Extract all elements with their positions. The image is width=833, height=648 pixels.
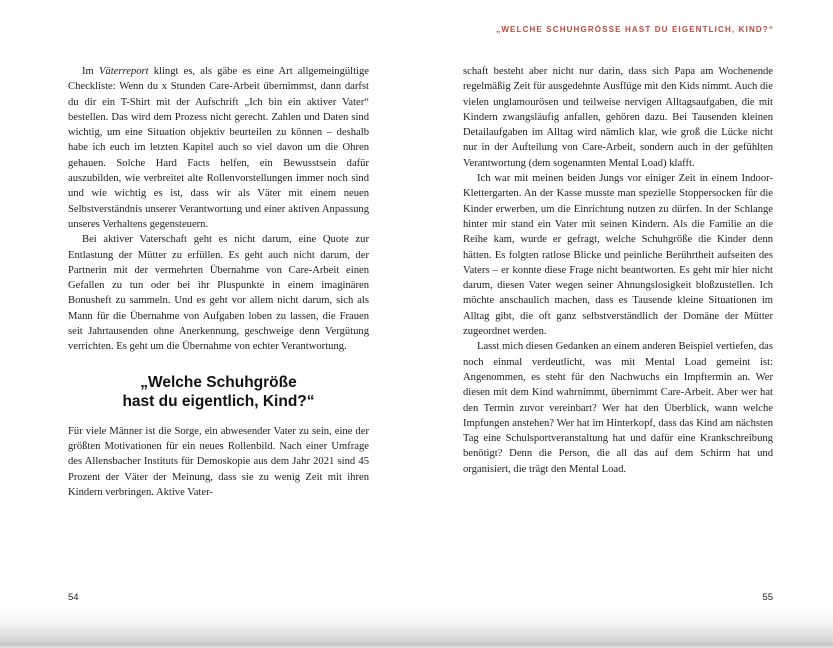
section-heading [68, 373, 369, 411]
paragraph: Lasst mich diesen Gedanken an einem anderen Beispiel vertiefen, das noch einmal verdeutlicht, was mit Mental Load gemeint ist: Angenommen, es steht für den Nachwuchs ein Impftermin an. Wer diesen mit dem Kind wahrnimmt, übernimmt Care-Arbeit. Aber wer hat den Termin zuvor vereinbart? Wer hat den Überblick, wann welche Impfungen anstehen? Wer hat im Hinterkopf, dass das Kind am nächsten Tag eine Schulsportveranstaltung hat und dafür eine Krankschreibung benötigt? Denn die Person, die all das auf dem Schirm hat und organisiert, die trägt den Mental Load. [463, 341, 773, 475]
page-bottom-shadow [0, 608, 833, 648]
heading-line: „Welche Schuhgröße [140, 373, 297, 391]
paragraph-text: klingt es, als gäbe es eine Art allgemeingültige Checkliste: Wenn du x Stunden Care-Arbeit übernimmst, dann darfst du dir ein T-Shirt mit der Aufschrift „Ich bin ein aktiver Vater“ bestellen. Das wird dem Prozess nicht gerecht. Zahlen und Daten sind wichtig, um eine Situation objektiv beurteilen zu können – deshalb habe ich euch im letzten Kapitel auch so viel davon um die Ohren gehauen. Solche Hard Facts helfen, ein Bewusstsein dafür auszubilden, wie verbreitet alte Rollenvorstellungen immer noch sind und wie wichtig es ist, dass wir als Väter mit einem neuen Selbstverständnis unserer Verantwortung und einer aktiven Anpassung unseres Verhaltens gegensteuern. [68, 66, 369, 230]
page-left [68, 64, 369, 500]
heading-line: hast du eigentlich, Kind?“ [122, 392, 315, 410]
paragraph: schaft besteht aber nicht nur darin, dass sich Papa am Wochenende regelmäßig Zeit für ausgedehnte Ausflüge mit den Kids nimmt. Auch die vielen unglamourösen und teilweise nervigen Alltagsaufgaben, die mit Kindern zwangsläufig anfallen, gehören dazu. Bei Tausenden kleinen Detailaufgaben im Alltag wird nämlich klar, wie groß die Lücke nicht nur in der Aufteilung von Care-Arbeit, sondern auch in der gefühlten Verantwortung (dem sogenannten Mental Load) klafft. [463, 66, 773, 169]
running-header: „WELCHE SCHUHGRÖSSE HAST DU EIGENTLICH, KIND?“ [496, 25, 774, 34]
paragraph: Bei aktiver Vaterschaft geht es nicht darum, eine Quote zur Entlastung der Mütter zu erfüllen. Es geht auch nicht darum, der Partnerin mit der vermehrten Übernahme von Care-Arbeit einen Gefallen zu tun oder bei ihr Pluspunkte in einem imaginären Bonusheft zu sammeln. Und es geht vor allem nicht darum, sich als Mann für die Übernahme von Aufgaben loben zu lassen, die Frauen seit Jahrtausenden ohne Anerkennung, geschweige denn Vergütung verrichten. Es geht um die Übernahme von echter Verantwortung. [68, 234, 369, 353]
page-number-right: 55 [762, 592, 773, 603]
italic-book-title: Väterreport [98, 66, 149, 77]
paragraph-text: Im [82, 66, 99, 77]
paragraph [68, 64, 369, 232]
paragraph: Ich war mit meinen beiden Jungs vor einiger Zeit in einem Indoor-Klettergarten. An der Kasse musste man spezielle Stoppersocken für die Kinder erwerben, um die Einrichtung nutzen zu dürfen. In der Schlange hinter mir stand ein Vater mit seinen Kindern. Als die Familie an die Reihe kam, wurde er gefragt, welche Schuhgröße die Kinder denn hätten. Es folgten ratlose Blicke und peinliche Berührtheit aufseiten des Vaters – er konnte diese Frage nicht beantworten. Es geht mir hier nicht darum, diesen Vater wegen seiner Ahnungslosigkeit bloßzustellen. Ich möchte anschaulich machen, dass es Tausende kleine Situationen im Alltag gibt, die oft ganz selbstverständlich der Domäne der Mütter zugeordnet werden. [463, 173, 773, 338]
page-right [463, 64, 773, 477]
paragraph: Für viele Männer ist die Sorge, ein abwesender Vater zu sein, eine der größten Motivationen für ein neues Rollenbild. Nach einer Umfrage des Allensbacher Instituts für Demoskopie aus dem Jahr 2021 sind 45 Prozent der Väter der Meinung, dass sie zu wenig Zeit mit ihren Kindern verbringen. Aktive Vater- [68, 425, 369, 498]
page-number-left: 54 [68, 592, 79, 603]
